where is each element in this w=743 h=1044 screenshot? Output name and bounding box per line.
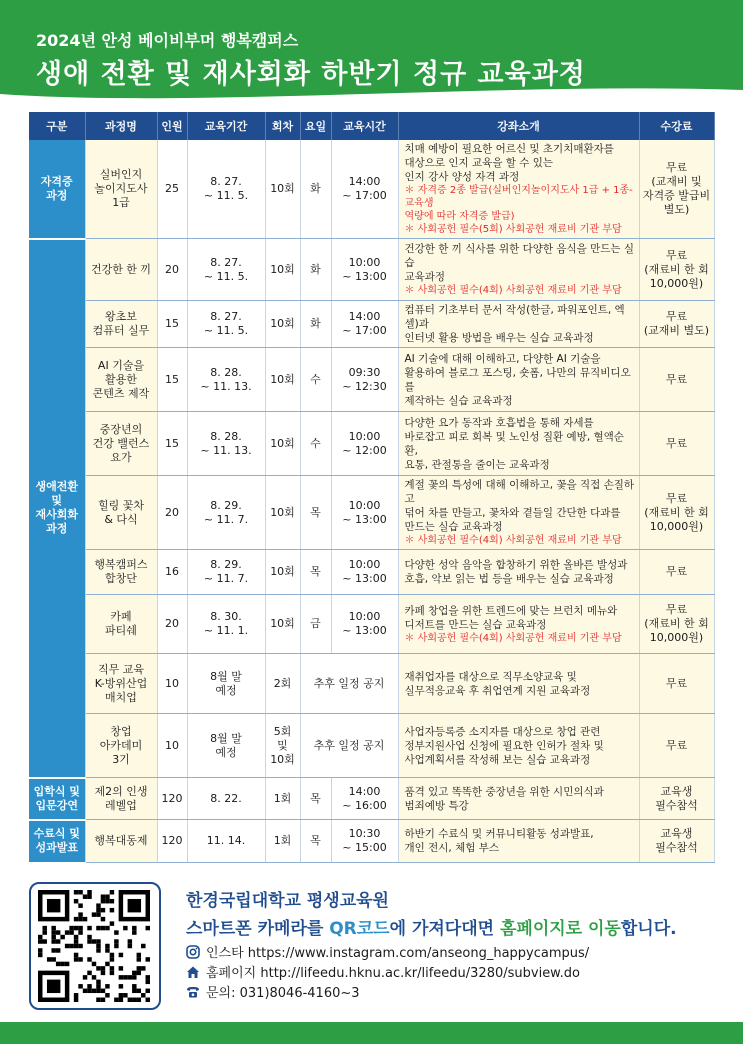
table-row (29, 301, 714, 348)
schedule-tbd: 추후 일정 공지 (300, 714, 398, 778)
table-row (29, 595, 714, 654)
description-line: 활용하여 블로그 포스팅, 숏폼, 나만의 뮤직비디오를 (404, 366, 631, 393)
course-name: 힐링 꽃차 & 다식 (85, 476, 157, 550)
description-line: 치매 예방이 필요한 어르신 및 초기치매환자를 (404, 143, 614, 155)
enrollment-count: 15 (157, 301, 187, 348)
bottom-bar (0, 1022, 743, 1044)
description-note: ＊ 사회공헌 필수(4회) 사회공헌 재료비 기관 부담 (404, 285, 622, 296)
enrollment-count: 10 (157, 714, 187, 778)
class-day: 금 (300, 595, 331, 654)
class-day: 화 (300, 140, 331, 239)
institution-name: 한경국립대학교 평생교육원 (186, 891, 389, 911)
header-description: 강좌소개 (398, 112, 639, 140)
enrollment-count: 120 (157, 820, 187, 863)
description-line: 다양한 성악 음악을 합창하기 위한 올바른 발성과 (404, 559, 628, 571)
enrollment-count: 16 (157, 550, 187, 595)
course-fee: 무료 (교재비 및 자격증 발급비 별도) (639, 140, 714, 239)
curriculum-table (29, 112, 715, 864)
header-category: 구분 (29, 112, 85, 140)
description-line: 바로잡고 피로 회복 및 노인성 질환 예방, 혈액순환, (404, 430, 624, 457)
table-row (29, 714, 714, 778)
description-line: 인지 강사 양성 자격 과정 (404, 171, 520, 183)
description-line: 계절 꽃의 특성에 대해 이해하고, 꽃을 직접 손질하고 (404, 479, 635, 505)
course-description (398, 550, 639, 595)
class-time: 09:30 ~ 12:30 (331, 348, 398, 412)
class-time: 14:00 ~ 17:00 (331, 301, 398, 348)
enrollment-count: 15 (157, 348, 187, 412)
description-note: ＊ 자격증 2종 발급(실버인지놀이지도사 1급 + 1종-교육생 (404, 185, 633, 209)
description-line: 제작하는 실습 교육과정 (404, 394, 513, 407)
class-time: 10:00 ~ 13:00 (331, 239, 398, 301)
course-description (398, 654, 639, 714)
session-count: 1회 (265, 820, 300, 863)
class-time: 10:00 ~ 13:00 (331, 476, 398, 550)
header-fee: 수강료 (639, 112, 714, 140)
session-count: 10회 (265, 476, 300, 550)
course-fee: 무료 (재료비 한 회 10,000원) (639, 476, 714, 550)
table-row (29, 654, 714, 714)
class-day: 목 (300, 778, 331, 820)
course-name: 카페 파티쉐 (85, 595, 157, 654)
session-count: 1회 (265, 778, 300, 820)
description-line: 개인 전시, 체험 부스 (404, 842, 499, 854)
enrollment-count: 10 (157, 654, 187, 714)
description-line: 사업자등록증 소지자를 대상으로 창업 관련 (404, 725, 601, 738)
course-name: 행복대동제 (85, 820, 157, 863)
session-count: 2회 (265, 654, 300, 714)
description-line: 인터넷 활용 방법을 배우는 실습 교육과정 (404, 332, 594, 344)
session-count: 10회 (265, 140, 300, 239)
class-time: 14:00 ~ 16:00 (331, 778, 398, 820)
homepage-row[interactable] (186, 962, 580, 981)
description-note: ＊ 사회공헌 필수(5회) 사회공헌 재료비 기관 부담 (404, 224, 622, 235)
session-count: 5회 및 10회 (265, 714, 300, 778)
course-description (398, 595, 639, 654)
description-line: 덖어 차를 만들고, 꽃차와 곁들일 간단한 다과를 (404, 507, 621, 519)
session-count: 10회 (265, 412, 300, 476)
course-fee: 무료 (639, 654, 714, 714)
course-name: 왕초보 컴퓨터 실무 (85, 301, 157, 348)
promo-part-b: 에 가져다대면 (389, 919, 500, 939)
promo-part-a: 스마트폰 카메라를 (186, 919, 330, 939)
table-row (29, 348, 714, 412)
course-description (398, 412, 639, 476)
description-note: ＊ 사회공헌 필수(4회) 사회공헌 재료비 기관 부담 (404, 535, 622, 546)
description-line: 컴퓨터 기초부터 문서 작성(한글, 파워포인트, 엑셀)과 (404, 304, 625, 330)
table-row (29, 476, 714, 550)
page-title: 생애 전환 및 재사회화 하반기 정규 교육과정 (36, 59, 586, 90)
header-period: 교육기간 (187, 112, 265, 140)
description-line: 사업계획서를 작성해 보는 실습 교육과정 (404, 753, 591, 766)
promo-part-c: 합니다. (620, 919, 677, 939)
description-line: 요통, 관절통을 줄이는 교육과정 (404, 458, 550, 471)
course-name: 실버인지 놀이지도사 1급 (85, 140, 157, 239)
class-day: 목 (300, 820, 331, 863)
education-period: 8. 22. (187, 778, 265, 820)
description-line: 대상으로 인지 교육을 할 수 있는 (404, 157, 554, 169)
course-fee: 무료 (재료비 한 회 10,000원) (639, 239, 714, 301)
course-name: 중장년의 건강 밸런스 요가 (85, 412, 157, 476)
education-period: 11. 14. (187, 820, 265, 863)
course-fee: 무료 (교재비 별도) (639, 301, 714, 348)
schedule-tbd: 추후 일정 공지 (300, 654, 398, 714)
session-count: 10회 (265, 301, 300, 348)
course-description (398, 778, 639, 820)
description-line: AI 기술에 대해 이해하고, 다양한 AI 기술을 (404, 352, 601, 365)
course-name: 창업 아카데미 3기 (85, 714, 157, 778)
class-time: 14:00 ~ 17:00 (331, 140, 398, 239)
class-day: 화 (300, 301, 331, 348)
course-name: 건강한 한 끼 (85, 239, 157, 301)
course-name: 행복캠퍼스 합창단 (85, 550, 157, 595)
session-count: 10회 (265, 595, 300, 654)
enrollment-count: 25 (157, 140, 187, 239)
home-icon (186, 965, 200, 979)
phone-number: 문의: 031)8046-4160~3 (206, 986, 360, 1001)
description-line: 교육과정 (404, 271, 446, 283)
table-row (29, 550, 714, 595)
instagram-icon (186, 945, 200, 959)
table-row (29, 239, 714, 301)
education-period: 8. 28. ~ 11. 13. (187, 348, 265, 412)
course-description (398, 714, 639, 778)
description-line: 실무적응교육 후 취업연계 지원 교육과정 (404, 684, 591, 697)
course-fee: 무료 (재료비 한 회 10,000원) (639, 595, 714, 654)
class-day: 목 (300, 476, 331, 550)
description-line: 품격 있고 똑똑한 중장년을 위한 시민의식과 (404, 785, 604, 798)
description-line: 재취업자를 대상으로 직무소양교육 및 (404, 670, 577, 683)
course-fee: 무료 (639, 550, 714, 595)
table-row (29, 820, 714, 863)
education-period: 8. 30. ~ 11. 1. (187, 595, 265, 654)
header-day: 요일 (300, 112, 331, 140)
description-line: 다양한 요가 동작과 호흡법을 통해 자세를 (404, 416, 594, 429)
education-period: 8. 29. ~ 11. 7. (187, 550, 265, 595)
category-life-transition: 생애전환 및 재사회화 과정 (29, 239, 85, 778)
table-header-row (29, 112, 714, 140)
course-description (398, 820, 639, 863)
course-fee: 교육생 필수참석 (639, 820, 714, 863)
class-time: 10:00 ~ 13:00 (331, 595, 398, 654)
enrollment-count: 20 (157, 595, 187, 654)
enrollment-count: 20 (157, 476, 187, 550)
table-row (29, 140, 714, 239)
instagram-link[interactable]: 인스타 https://www.instagram.com/anseong_happycampus/ (206, 946, 590, 961)
course-name: 직무 교육 K-방위산업 매치업 (85, 654, 157, 714)
phone-row (186, 982, 360, 1001)
class-time: 10:30 ~ 15:00 (331, 820, 398, 863)
course-name: AI 기술을 활용한 콘텐츠 제작 (85, 348, 157, 412)
description-line: 카페 창업을 위한 트렌드에 맞는 브런치 메뉴와 (404, 604, 618, 617)
enrollment-count: 15 (157, 412, 187, 476)
description-line: 건강한 한 끼 식사를 위한 다양한 음식을 만드는 실습 (404, 243, 635, 269)
education-period: 8. 27. ~ 11. 5. (187, 239, 265, 301)
course-fee: 무료 (639, 412, 714, 476)
education-period: 8. 28. ~ 11. 13. (187, 412, 265, 476)
phone-icon (186, 985, 200, 999)
table-row (29, 778, 714, 820)
page-subtitle: 2024년 안성 베이비부머 행복캠퍼스 (36, 31, 299, 50)
course-description (398, 348, 639, 412)
education-period: 8. 27. ~ 11. 5. (187, 301, 265, 348)
course-fee: 무료 (639, 714, 714, 778)
header-count: 인원 (157, 112, 187, 140)
category-completion: 수료식 및 성과발표 (29, 820, 85, 863)
header-sessions: 회차 (265, 112, 300, 140)
description-line: 범죄예방 특강 (404, 799, 469, 812)
session-count: 10회 (265, 550, 300, 595)
session-count: 10회 (265, 239, 300, 301)
class-day: 화 (300, 239, 331, 301)
description-note: ＊ 사회공헌 필수(4회) 사회공헌 재료비 기관 부담 (404, 632, 622, 644)
description-line: 호흡, 악보 읽는 법 등을 배우는 실습 교육과정 (404, 573, 614, 585)
header-banner (0, 0, 743, 112)
course-fee: 교육생 필수참석 (639, 778, 714, 820)
description-line: 정부지원사업 신청에 필요한 인허가 절차 및 (404, 739, 604, 752)
course-description (398, 301, 639, 348)
promo-home: 홈페이지로 이동 (499, 919, 621, 939)
class-day: 수 (300, 412, 331, 476)
class-time: 10:00 ~ 13:00 (331, 550, 398, 595)
homepage-link[interactable]: 홈페이지 http://lifeedu.hknu.ac.kr/lifeedu/3280/subview.do (206, 966, 580, 981)
class-day: 수 (300, 348, 331, 412)
course-description (398, 140, 639, 239)
qr-code-icon[interactable] (38, 890, 150, 1002)
description-line: 하반기 수료식 및 커뮤니티활동 성과발표, (404, 828, 594, 840)
class-time: 10:00 ~ 12:00 (331, 412, 398, 476)
course-name: 제2의 인생 레벨업 (85, 778, 157, 820)
category-entrance: 입학식 및 입문강연 (29, 778, 85, 820)
qr-promo-text (186, 914, 677, 939)
category-certificate: 자격증 과정 (29, 140, 85, 239)
description-note: 역량에 따라 자격증 발급) (404, 211, 515, 222)
instagram-row[interactable] (186, 942, 589, 961)
education-period: 8. 29. ~ 11. 7. (187, 476, 265, 550)
header-course: 과정명 (85, 112, 157, 140)
header-time: 교육시간 (331, 112, 398, 140)
education-period: 8. 27. ~ 11. 5. (187, 140, 265, 239)
enrollment-count: 120 (157, 778, 187, 820)
course-description (398, 239, 639, 301)
description-line: 디저트를 만드는 실습 교육과정 (404, 618, 547, 631)
education-period: 8월 말 예정 (187, 714, 265, 778)
session-count: 10회 (265, 348, 300, 412)
description-line: 만드는 실습 교육과정 (404, 521, 503, 533)
course-fee: 무료 (639, 348, 714, 412)
promo-qr: QR코드 (329, 919, 390, 939)
enrollment-count: 20 (157, 239, 187, 301)
education-period: 8월 말 예정 (187, 654, 265, 714)
table-row (29, 412, 714, 476)
class-day: 목 (300, 550, 331, 595)
course-description (398, 476, 639, 550)
